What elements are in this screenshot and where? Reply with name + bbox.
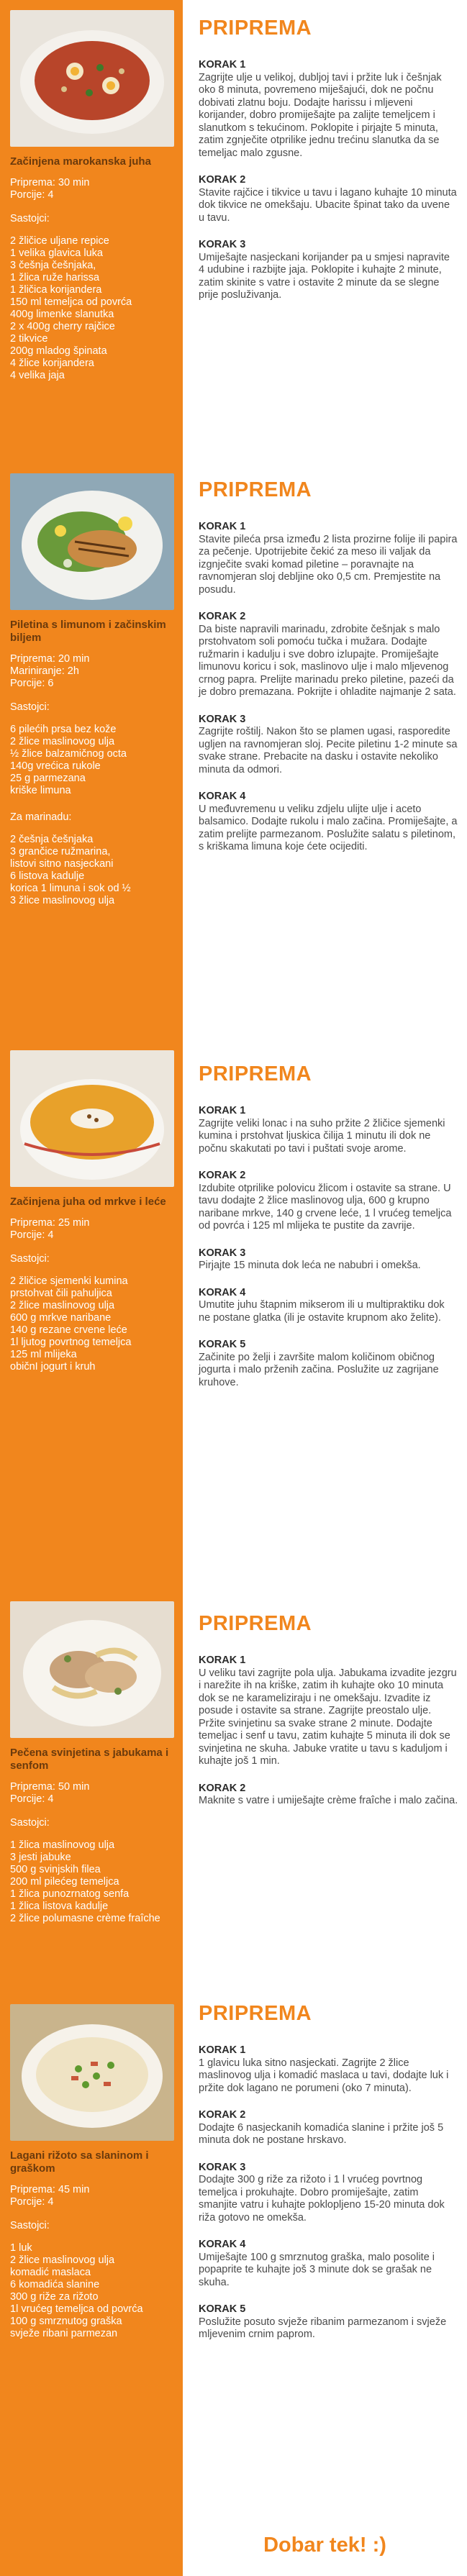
preparation-heading: PRIPREMA: [199, 478, 312, 501]
ingredients-list: [10, 724, 176, 797]
step-label: KORAK 4: [199, 1286, 246, 1298]
column-divider: [183, 1037, 193, 1585]
step-text: Umiješajte nasjeckani korijander pa u smjesi napravite 4 udubine i razbijte jaja. Poklopite i kuhajte 2 minute, zatim skinite s vatre i ostavite 2 minute da se slegne prije posluživanja.: [199, 251, 450, 301]
recipe-step: [199, 1105, 458, 1155]
ingredient-item: 6 komadića slanine: [10, 2279, 100, 2290]
ingredients-list: [10, 1275, 176, 1373]
step-text: Poslužite posuto svježe ribanim parmezanom i svježe mljevenim crnim paprom.: [199, 2316, 447, 2340]
ingredient-item: 500 g svinjskih filea: [10, 1864, 101, 1875]
pork-apples-photo: [10, 1601, 174, 1738]
column-divider: [183, 1585, 193, 1985]
ingredient-item: 2 žlice maslinovog ulja: [10, 1300, 115, 1311]
recipe-sidebar: [0, 469, 183, 1037]
ingredient-item: 2 češnja češnjaka: [10, 834, 94, 845]
ingredient-item: 140g vrećica rukole: [10, 760, 101, 772]
ingredient-item: 3 žlice maslinovog ulja: [10, 895, 115, 906]
ingredients-list: [10, 2242, 176, 2340]
ingredient-item: 6 pilećih prsa bez kože: [10, 724, 117, 735]
servings: Porcije: 4: [10, 189, 54, 201]
servings: Porcije: 4: [10, 1793, 54, 1805]
ingredient-item: 1 velika glavica luka: [10, 247, 103, 259]
recipe-title: Lagani rižoto sa slaninom i graškom: [10, 2149, 149, 2175]
step-text: Začinite po želji i završite malom količinom običnog jogurta i malo prženih začina. Poslužite uz zagrijane kruhove.: [199, 1351, 439, 1388]
recipe-sidebar: [0, 0, 183, 469]
ingredient-item: 2 žličice uljane repice: [10, 235, 109, 247]
soup-bowl-photo: [10, 10, 174, 147]
recipe-step: [199, 1170, 458, 1233]
servings: Porcije: 4: [10, 2196, 54, 2208]
recipe-step: [199, 2303, 458, 2341]
ingredient-item: 1 žlica punozrnatog senfa: [10, 1888, 130, 1900]
ingredient-item: 2 tikvice: [10, 333, 48, 345]
step-label: KORAK 2: [199, 1782, 246, 1794]
ingredient-item: 150 ml temeljca od povrća: [10, 296, 132, 308]
ingredient-item: 125 ml mlijeka: [10, 1349, 77, 1360]
ingredient-item: 400g limenke slanutka: [10, 309, 114, 320]
recipe-title: Piletina s limunom i začinskim biljem: [10, 619, 166, 644]
ingredients-label: Sastojci:: [10, 2220, 50, 2231]
recipe-step: [199, 521, 458, 596]
step-label: KORAK 2: [199, 2109, 246, 2121]
recipe-card-4: [0, 1585, 467, 1985]
ingredient-item: 3 jesti jabuke: [10, 1852, 71, 1863]
step-label: KORAK 3: [199, 239, 246, 250]
step-text: Umutite juhu štapnim mikserom ili u multipraktiku dok ne postane glatka (ili je ostavite krupnom ako želite).: [199, 1299, 445, 1324]
step-label: KORAK 1: [199, 521, 246, 532]
column-divider: [183, 1985, 193, 2576]
preparation-heading: PRIPREMA: [199, 2002, 312, 2025]
chicken-salad-photo: [10, 473, 174, 610]
marinade-label: Za marinadu:: [10, 811, 72, 823]
ingredient-item: listovi sitno nasjeckani: [10, 858, 114, 870]
ingredient-item: 1 žličica korijandera: [10, 284, 102, 296]
recipe-step: [199, 1287, 458, 1325]
ingredient-item: 25 g parmezana: [10, 773, 86, 784]
ingredient-item: 3 češnja češnjaka,: [10, 260, 96, 271]
prep-time: Priprema: 30 min: [10, 177, 90, 188]
ingredients-label: Sastojci:: [10, 701, 50, 713]
prep-time: Priprema: 50 min: [10, 1781, 90, 1793]
ingredient-item: 1 luk: [10, 2242, 32, 2254]
step-label: KORAK 5: [199, 1339, 246, 1350]
step-label: KORAK 2: [199, 1170, 246, 1181]
ingredient-item: 3 grančice ružmarina,: [10, 846, 111, 857]
recipe-title: Začinjena juha od mrkve i leće: [10, 1196, 166, 1208]
ingredient-item: prstohvat čili pahuljica: [10, 1288, 112, 1299]
recipe-card-5: [0, 1985, 467, 2576]
recipe-step: [199, 2109, 458, 2147]
marinating-time: Mariniranje: 2h: [10, 665, 79, 677]
recipe-step: [199, 1783, 458, 1808]
recipe-instructions: [193, 0, 467, 469]
prep-time: Priprema: 45 min: [10, 2184, 90, 2195]
ingredients-label: Sastojci:: [10, 1817, 50, 1829]
recipe-instructions: [193, 1585, 467, 1985]
prep-time: Priprema: 20 min: [10, 653, 90, 665]
recipe-meta: [10, 653, 176, 690]
recipe-step: [199, 611, 458, 699]
recipe-title: Začinjena marokanska juha: [10, 155, 151, 168]
column-divider: [183, 0, 193, 469]
closing-message: Dobar tek! :): [263, 2534, 386, 2557]
ingredient-item: 2 žličice sjemenki kumina: [10, 1275, 128, 1287]
recipe-step: [199, 2162, 458, 2225]
preparation-heading: PRIPREMA: [199, 1612, 312, 1635]
recipe-card-1: [0, 0, 467, 469]
ingredient-item: 4 velika jaja: [10, 370, 65, 381]
ingredient-item: 100 g smrznutog graška: [10, 2316, 122, 2327]
ingredient-item: 200g mladog špinata: [10, 345, 107, 357]
ingredient-item: 2 žlice polumasne crème fraîche: [10, 1913, 160, 1924]
step-text: Stavite rajčice i tikvice u tavu i lagano kuhajte 10 minuta dok tikvice ne omekšaju. Ubacite špinat tako da uvene u tavu.: [199, 186, 457, 224]
recipe-step: [199, 2239, 458, 2289]
ingredient-item: svježe ribani parmezan: [10, 2328, 118, 2339]
step-label: KORAK 1: [199, 59, 246, 70]
ingredients-label: Sastojci:: [10, 213, 50, 224]
step-text: Stavite pileća prsa između 2 lista prozirne folije ili papira za pečenje. Upotrijebite čekić za meso ili valjak da izgnječite svaki komad piletine – poravnajte na ravnomjeran sloj debljine oko 0,5 cm. Premjestite na posudu.: [199, 533, 458, 596]
step-text: 1 glavicu luka sitno nasjeckati. Zagrijte 2 žlice maslinovog ulja i komadić maslaca u tavi, dodajte luk i pržite dok lagano ne porumeni (oko 7 minuta).: [199, 2057, 449, 2094]
recipe-step: [199, 59, 458, 160]
step-label: KORAK 2: [199, 611, 246, 622]
ingredient-item: 140 g rezane crvene leće: [10, 1324, 127, 1336]
recipe-step: [199, 2044, 458, 2095]
recipe-step: [199, 1339, 458, 1389]
step-text: Dodajte 300 g riže za rižoto i 1 l vrućeg povrtnog temeljca i prokuhajte. Dobro promiješajte, zatim smanjite vatru i kuhajte poklopljeno 15-20 minuta dok riža gotovo ne omekša.: [199, 2174, 445, 2224]
recipe-meta: [10, 2184, 176, 2208]
step-text: Da biste napravili marinadu, zdrobite češnjak s malo prstohvatom soli pomoću tučka i mužara. Dodajte ružmarin i kadulju i sve dobro izlupajte. Promiješajte limunovu koricu i sok, maslinovo ulje i malo mljevenog crnog papra. Prelijte marinadu preko piletine, pazeći da je dobro premazana. Pokrijte i ohladite najmanje 2 sata.: [199, 623, 456, 698]
ingredient-item: 2 žlice maslinovog ulja: [10, 2254, 115, 2266]
ingredient-item: 6 listova kadulje: [10, 870, 85, 882]
step-label: KORAK 4: [199, 791, 246, 802]
ingredient-item: 1l ljutog povrtnog temeljca: [10, 1337, 132, 1348]
step-label: KORAK 1: [199, 2044, 246, 2056]
ingredient-item: 1 žlica listova kadulje: [10, 1901, 109, 1912]
ingredient-item: 4 žlice korijandera: [10, 358, 94, 369]
step-label: KORAK 4: [199, 2239, 246, 2250]
ingredients-label: Sastojci:: [10, 1253, 50, 1265]
recipe-step: [199, 1247, 458, 1273]
ingredient-item: komadić maslaca: [10, 2267, 91, 2278]
preparation-heading: PRIPREMA: [199, 17, 312, 40]
servings: Porcije: 4: [10, 1229, 54, 1241]
ingredients-list: [10, 235, 176, 382]
ingredient-item: 2 x 400g cherry rajčice: [10, 321, 115, 332]
step-label: KORAK 1: [199, 1105, 246, 1116]
ingredient-item: 600 g mrkve naribane: [10, 1312, 112, 1324]
ingredient-item: 1 žlica ruže harissa: [10, 272, 100, 283]
step-label: KORAK 3: [199, 713, 246, 725]
recipe-step: [199, 714, 458, 777]
ingredient-item: kriške limuna: [10, 785, 71, 796]
step-text: U međuvremenu u veliku zdjelu ulijte ulje i aceto balsamico. Dodajte rukolu i malo začina. Promiješajte, a zatim prelijte parmezanom. Poslužite salatu s piletinom, s kriškama limuna koje ćete ocijediti.: [199, 803, 458, 852]
ingredient-item: ½ žlice balzamičnog octa: [10, 748, 127, 760]
recipe-meta: [10, 1217, 176, 1242]
recipe-step: [199, 791, 458, 854]
step-label: KORAK 3: [199, 1247, 246, 1259]
recipe-meta: [10, 177, 176, 201]
ingredient-item: korica 1 limuna i sok od ½: [10, 883, 131, 894]
ingredient-item: 2 žlice maslinovog ulja: [10, 736, 115, 747]
ingredient-item: 300 g riže za rižoto: [10, 2291, 99, 2303]
step-text: Pirjajte 15 minuta dok leća ne nabubri i omekša.: [199, 1260, 421, 1271]
step-text: Umiješajte 100 g smrznutog graška, malo posolite i popaprite te kuhajte još 3 minute dok se grašak ne skuha.: [199, 2251, 435, 2288]
step-text: Maknite s vatre i umiješajte crème fraîche i malo začina.: [199, 1795, 458, 1806]
step-text: Zagrijte veliki lonac i na suho pržite 2 žličice sjemenki kumina i prstohvat ljuskica čilija 1 minutu ili dok ne počnu skakutati po tavi i puštati svoje arome.: [199, 1117, 445, 1155]
step-text: Izdubite otprilike polovicu žlicom i ostavite sa strane. U tavu dodajte 2 žlice maslinovog ulja, 600 g krupno naribane mrkve, 140 g crvene leće, 1 l vrućeg temeljca od povrća i 125 ml mlijeka te pustite da zavrije.: [199, 1182, 452, 1232]
recipe-instructions: [193, 1985, 467, 2576]
recipe-sidebar: [0, 1037, 183, 1585]
prep-time: Priprema: 25 min: [10, 1217, 90, 1229]
step-text: U veliku tavi zagrijte pola ulja. Jabukama izvadite jezgru i narežite ih na kriške, zatim ih kuhajte oko 10 minuta dok se ne karameliziraju i ne omekšaju. Izvadite iz posude i ostavite sa strane. Zagrijte preostalo ulje. Pržite svinjetinu sa svake strane 2 minute. Dodajte temeljac i senf u tavu, zatim kuhajte 5 minuta ili dok se svinjetina ne skuha. Jabuke vratite u tavu s kaduljom i kuhajte još 1 min.: [199, 1667, 457, 1767]
step-text: Zagrijte ulje u velikoj, dubljoj tavi i pržite luk i češnjak oko 8 minuta, povremeno miješajući, dok ne počnu dobivati zlatnu boju. Dodajte harissu i mljeveni korijander, dobro promiješajte pa zalijte temeljcem i slanutkom s tekućinom. Poklopite i pirjajte 5 minuta, zatim zgnječite otprilike jednu trećinu slanutka da se temeljac malo zgusne.: [199, 71, 442, 159]
step-label: KORAK 2: [199, 174, 246, 186]
recipe-title: Pečena svinjetina s jabukama i senfom: [10, 1747, 169, 1772]
ingredient-item: 1l vrućeg temeljca od povrća: [10, 2303, 143, 2315]
recipe-step: [199, 1655, 458, 1768]
step-text: Dodajte 6 nasjeckanih komadića slanine i pržite još 5 minuta dok ne postane hrskavo.: [199, 2121, 444, 2146]
servings: Porcije: 6: [10, 678, 54, 689]
recipe-sidebar: [0, 1985, 183, 2576]
recipe-instructions: [193, 1037, 467, 1585]
recipe-step: [199, 174, 458, 224]
recipe-sidebar: [0, 1585, 183, 1985]
risotto-photo: [10, 2004, 174, 2141]
column-divider: [183, 469, 193, 1037]
step-label: KORAK 3: [199, 2161, 246, 2173]
ingredient-item: 1 žlica maslinovog ulja: [10, 1839, 115, 1851]
ingredient-item: 200 ml pilećeg temeljca: [10, 1876, 119, 1888]
ingredient-item: običnI jogurt i kruh: [10, 1361, 96, 1373]
recipe-step: [199, 239, 458, 302]
preparation-heading: PRIPREMA: [199, 1062, 312, 1086]
carrot-soup-photo: [10, 1050, 174, 1187]
step-label: KORAK 5: [199, 2303, 246, 2315]
recipe-card-3: [0, 1037, 467, 1585]
step-text: Zagrijte roštilj. Nakon što se plamen ugasi, rasporedite ugljen na ravnomjeran sloj. Pecite piletinu 1-2 minute sa svake strane. Prebacite na dasku i ostavite nekoliko minuta da odmori.: [199, 726, 458, 775]
recipe-card-2: [0, 469, 467, 1037]
ingredients-list: [10, 1839, 176, 1925]
step-label: KORAK 1: [199, 1655, 246, 1666]
recipe-instructions: [193, 469, 467, 1037]
recipe-meta: [10, 1781, 176, 1806]
marinade-list: [10, 834, 176, 907]
